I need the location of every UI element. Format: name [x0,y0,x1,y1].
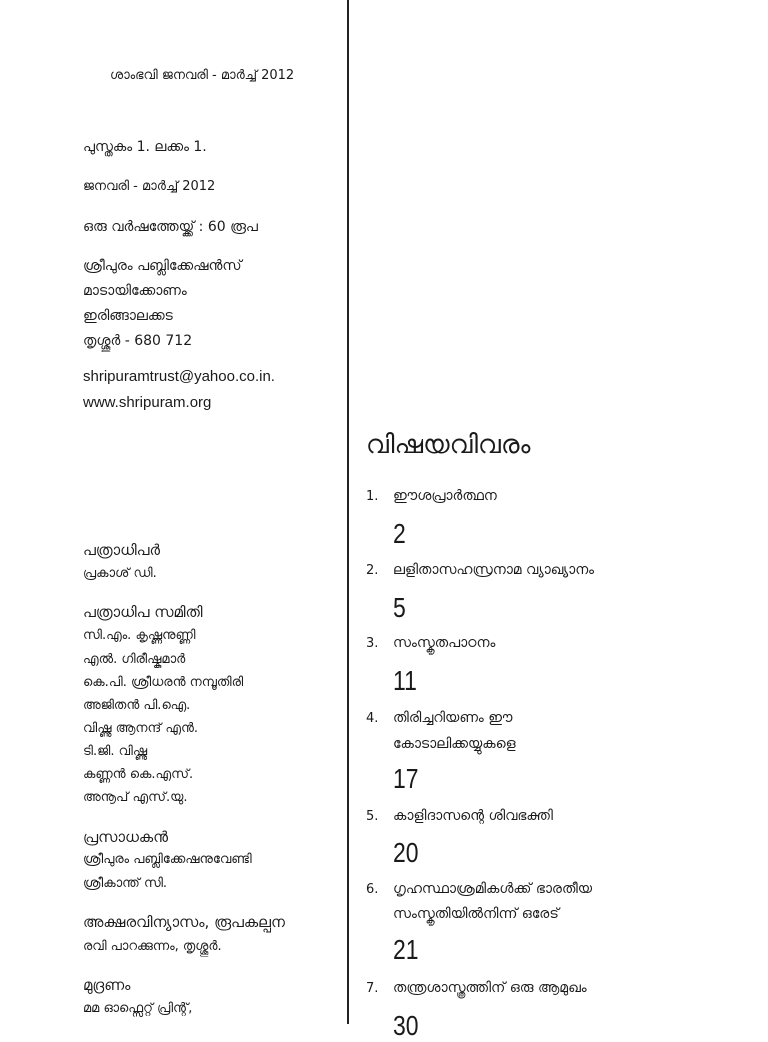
committee-member: സി.എം. കൃഷ്ണനുണ്ണി [83,628,196,643]
toc-number: 2. [366,563,379,578]
publisher-heading: പ്രസാധകൻ [83,828,169,846]
toc-number: 3. [366,636,379,651]
toc-entry-title[interactable]: കാളിദാസന്റെ ശിവഭക്തി [393,808,553,824]
toc-number: 7. [366,981,379,996]
subscription-rate: ഒരു വർഷത്തേയ്ക്ക് : 60 രൂപ [83,219,258,235]
contents-title: വിഷയവിവരം [366,430,531,460]
committee-member: അനൂപ് എസ്.യു. [83,790,188,805]
toc-page-number: 2 [393,518,406,549]
address-line: ഇരിങ്ങാലക്കട [83,308,173,324]
committee-heading: പത്രാധിപ സമിതി [83,603,203,621]
toc-number: 4. [366,711,379,726]
toc-page-number: 5 [393,592,406,623]
address-line: ശ്രീപുരം പബ്ലിക്കേഷൻസ് [83,258,242,274]
running-header: ശാംഭവി ജനവരി - മാർച്ച് 2012 [110,68,295,83]
design-credit: രവി പാറക്കുന്നം, തൃശ്ശൂർ. [83,939,222,954]
toc-number: 6. [366,882,379,897]
toc-page-number: 21 [393,934,419,965]
editor-heading: പത്രാധിപർ [83,541,160,559]
toc-page-number: 17 [393,763,419,794]
print-credit: മമ ഓഫ്സെറ്റ് പ്രിന്റ്, [83,1001,193,1016]
print-heading: മുദ്രണം [83,976,131,994]
toc-page-number: 11 [393,665,417,696]
toc-page-number: 20 [393,837,419,868]
toc-entry-title-cont[interactable]: കോടാലിക്കയ്യുകളെ [393,736,516,752]
toc-entry-title-cont[interactable]: സംസ്കൃതിയിൽനിന്ന് ഒരേട് [393,906,559,922]
address-line: മാടായിക്കോണം [83,283,187,299]
column-divider [347,0,349,1024]
committee-member: ടി.ജി. വിഷ്ണു [83,744,148,759]
toc-number: 5. [366,809,379,824]
design-heading: അക്ഷരവിന്യാസം, രൂപകല്പന [83,913,285,931]
committee-member: കണ്ണൻ കെ.എസ്. [83,767,194,782]
editor-name: പ്രകാശ് ഡി. [83,566,157,581]
toc-entry-title[interactable]: സംസ്കൃതപാഠനം [393,635,496,651]
toc-entry-title[interactable]: ഈശപ്രാർത്ഥന [393,488,497,504]
committee-member: അജിതൻ പി.ഐ. [83,698,191,713]
toc-page-number: 30 [393,1010,419,1041]
address-line: തൃശ്ശൂർ - 680 712 [83,333,193,349]
volume-issue: പുസ്തകം 1. ലക്കം 1. [83,139,207,155]
toc-number: 1. [366,489,379,504]
website-url[interactable]: www.shripuram.org [83,394,212,411]
committee-member: എൽ. ഗിരീഷ്കുമാർ [83,652,186,667]
publisher-line: ശ്രീപുരം പബ്ലിക്കേഷനുവേണ്ടി [83,852,252,867]
issue-period: ജനവരി - മാർച്ച് 2012 [83,179,216,194]
publisher-line: ശ്രീകാന്ത് സി. [83,876,168,891]
toc-entry-title[interactable]: തിരിച്ചറിയണം ഈ [393,710,513,726]
email-address[interactable]: shripuramtrust@yahoo.co.in. [83,368,275,385]
toc-entry-title[interactable]: ലളിതാസഹസ്രനാമ വ്യാഖ്യാനം [393,562,595,578]
committee-member: വിഷ്ണു ആനന്ദ് എൻ. [83,721,199,736]
toc-entry-title[interactable]: തന്ത്രശാസ്ത്രത്തിന് ഒരു ആമുഖം [393,980,587,996]
toc-entry-title[interactable]: ഗൃഹസ്ഥാശ്രമികൾക്ക് ഭാരതീയ [393,881,593,897]
committee-member: കെ.പി. ശ്രീധരൻ നമ്പൂതിരി [83,675,244,690]
